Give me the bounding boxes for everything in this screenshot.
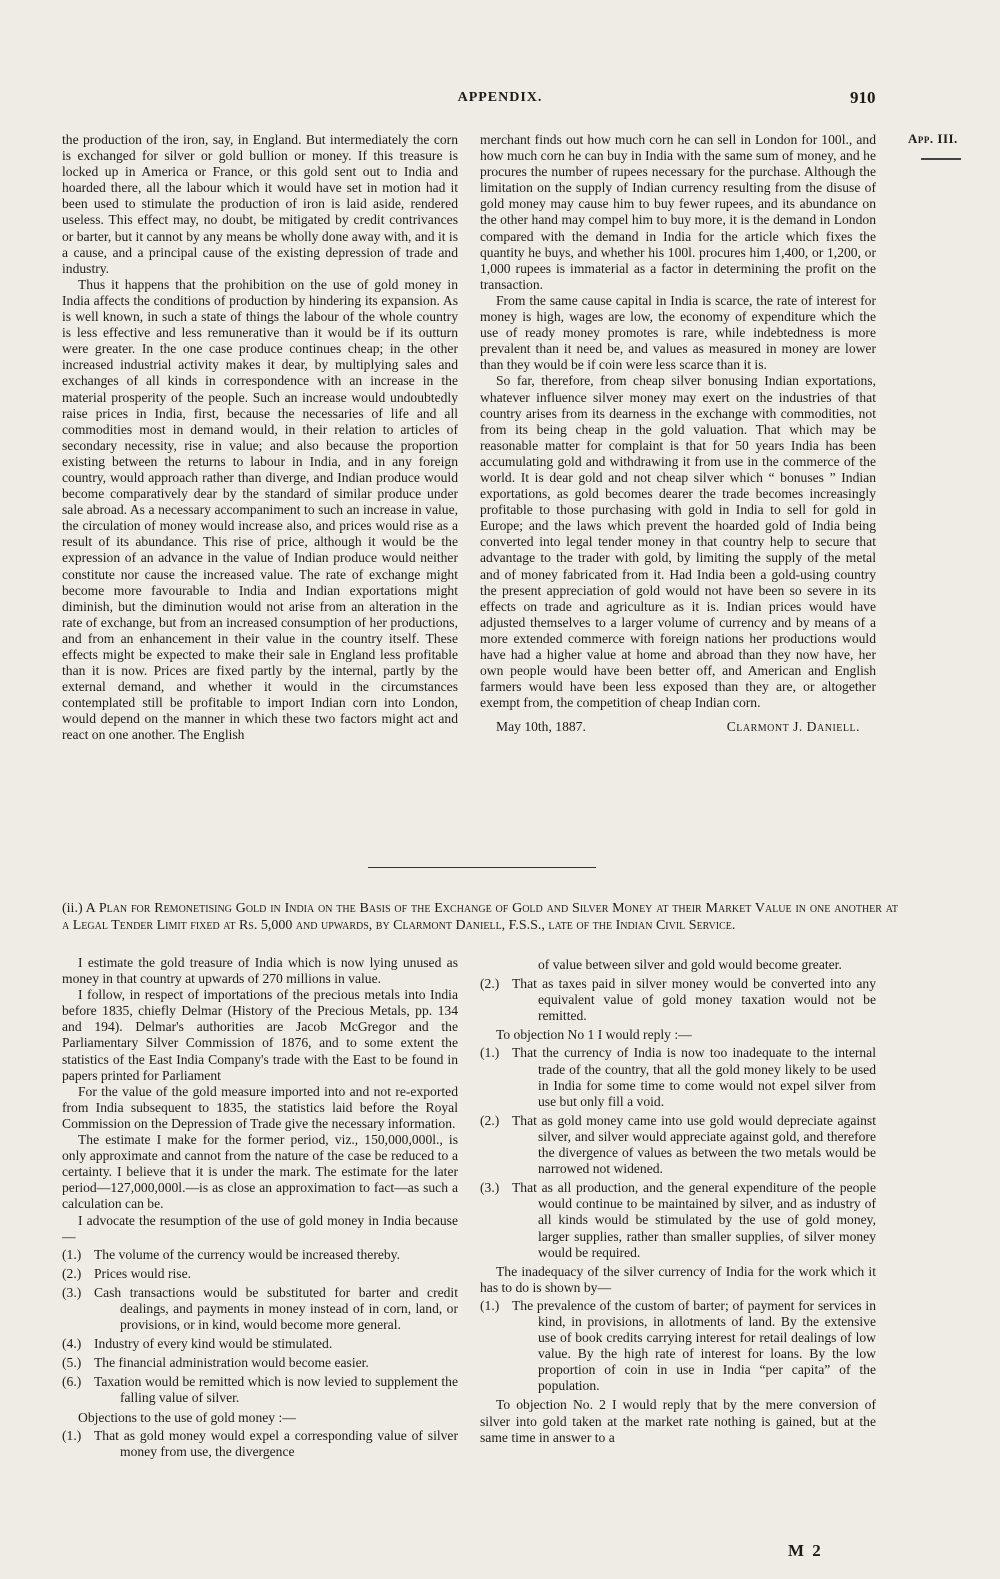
list-item: (6.) Taxation would be remitted which is now levied to supplement the falling value of silver. xyxy=(62,1374,458,1406)
list-item: (2.) That as taxes paid in silver money would be converted into any equivalent value of gold money taxation would not be remitted. xyxy=(480,976,876,1024)
paragraph: I follow, in respect of importations of the precious metals into India before 1835, chiefly Delmar (History of the Precious Metals, pp. 134 and 194). Delmar's authorities are Jacob McGregor and the Parliamentary Silver Commission of 1876, and to some extent the statistics of the East India Company's trade with the East to be found in papers printed for Parliament xyxy=(62,987,458,1083)
list-item: (3.) Cash transactions would be substituted for barter and credit dealings, and payments in money instead of in corn, land, or provisions, or in kind, would become more general. xyxy=(62,1284,458,1333)
section-divider xyxy=(368,867,596,868)
plan-heading-prefix: (ii.) A xyxy=(62,901,99,916)
list-item: (2.) Prices would rise. xyxy=(62,1265,192,1281)
list-item: (3.) That as all production, and the general expenditure of the people would continue to be maintained by silver, and as industry of all kinds would be stimulated by the use of gold money, larger supplies, rather than smaller supplies, of silver money would be required. xyxy=(480,1180,876,1260)
paragraph: From the same cause capital in India is scarce, the rate of interest for money is high, wages are low, the economy of expenditure which the use of ready money promotes is rare, while indebtedness is more prevalent than it need be, and values as measured in money are lower than they would be if coin were less scarce than it is. xyxy=(480,292,876,373)
signature-date: May 10th, 1887. xyxy=(496,719,586,735)
side-reference: App. III. xyxy=(908,131,958,146)
signature-mark: M 2 xyxy=(788,1541,823,1560)
list-item-continued: of value between silver and gold would become greater. xyxy=(538,957,842,972)
lower-right-column xyxy=(480,955,876,1446)
upper-left-column xyxy=(62,132,458,744)
upper-right-column xyxy=(480,132,876,735)
plan-heading xyxy=(62,900,898,934)
lower-left-column xyxy=(62,955,458,1463)
list-item: (1.) The volume of the currency would be increased thereby. xyxy=(62,1246,400,1262)
paragraph: I estimate the gold treasure of India which is now lying unused as money in that country at upwards of 270 millions in value. xyxy=(62,955,458,987)
side-reference-rule xyxy=(921,158,961,160)
list-item: (1.) That the currency of India is now too inadequate to the internal trade of the country, that all the gold money likely to be used in India for some time to come would not expel silver from use but only fill a void. xyxy=(480,1045,876,1109)
signature-line xyxy=(480,719,876,735)
list-item: (2.) That as gold money came into use gold would depreciate against silver, and silver would appreciate against gold, and therefore the divergence of values as between the two metals would be narrowed not widened. xyxy=(480,1112,876,1177)
list-item: (1.) That as gold money would expel a corresponding value of silver money from use, the divergence xyxy=(62,1427,458,1459)
signature-name: Clarmont J. Daniell. xyxy=(726,719,860,735)
paragraph: I advocate the resumption of the use of gold money in India because— xyxy=(62,1212,458,1244)
paragraph: To objection No. 2 I would reply that by the mere conversion of silver into gold taken at the market rate nothing is gained, but at the same time in answer to a xyxy=(480,1397,876,1445)
paragraph: Objections to the use of gold money :— xyxy=(78,1409,296,1425)
paragraph: For the value of the gold measure imported into and not re-exported from India subsequent to 1835, the statistics laid before the Royal Commission on the Depression of Trade give the necessary information. xyxy=(62,1083,458,1131)
running-head: APPENDIX. xyxy=(457,90,543,105)
page-number: 910 xyxy=(850,88,876,107)
paragraph: The inadequacy of the silver currency of India for the work which it has to do is shown by— xyxy=(480,1263,876,1295)
paragraph: To objection No 1 I would reply :— xyxy=(496,1027,692,1043)
paragraph: merchant finds out how much corn he can sell in London for 100l., and how much corn he can buy in India with the same sum of money, and he procures the number of rupees necessary for the purchase. Although the limitation on the supply of Indian currency resulting from the disuse of gold money may cause him to buy fewer rupees, and its abundance on the other hand may compel him to buy more, it is the demand in London compared with the demand in India for the article which fixes the quantity he buys, and whether his 100l. procures him 1,400, or 1,200, or 1,000 rupees is immaterial as a factor in determining the profit on the transaction. xyxy=(480,132,876,292)
list-item: (1.) The prevalence of the custom of barter; of payment for services in kind, in provisions, in allotments of land. By the extensive use of book credits carrying interest for retail dealings of low value. By the high rate of interest for loans. By the low proportion of coin in use in India “per capita” of the population. xyxy=(480,1297,876,1394)
plan-heading-title: Plan for Remonetising Gold in India on the Basis of the Exchange of Gold and Silver Money at their Market Value in one another at a Legal Tender Limit fixed at Rs. 5,000 and upwards, by Clarmont Daniell, F.S.S., late of the Indian Civil Service. xyxy=(62,901,899,933)
paragraph: The estimate I make for the former period, viz., 150,000,000l., is only approximate and cannot from the nature of the case be reduced to a certainty. I believe that it is under the mark. The estimate for the later period—127,000,000l.—is as close an approximation to fact—as such a calculation can be. xyxy=(62,1132,458,1212)
paragraph: So far, therefore, from cheap silver bonusing Indian exportations, whatever influence silver money may exert on the industries of that country arises from its dearness in the exchange with commodities, not from its being cheap in the gold valuation. That which may be reasonable matter for complaint is that for 50 years India has been accumulating gold and withdrawing it from use in the commerce of the world. It is dear gold and not cheap silver which “ bonuses ” Indian exportations, as gold becomes dearer the trade becomes increasingly profitable to those purchasing with gold in India to sell for gold in Europe; and the laws which prevent the hoarded gold of India being converted into legal tender money in that country help to secure that advantage to the trader with gold, by limiting the supply of the metal and of money fabricated from it. Had India been a gold-using country the present appreciation of gold would not have been so severe in its effects on trade and agriculture as it is. Indian prices would have adjusted themselves to a larger volume of currency and by means of a more extended commerce with foreign nations her productions would have had a higher value at home and abroad than they now have, her own people would have been better off, and American and English farmers would have been less exposed than they are, or altogether exempt from, the competition of cheap Indian corn. xyxy=(480,373,876,711)
list-item: (4.) Industry of every kind would be stimulated. xyxy=(62,1336,333,1352)
paragraph: the production of the iron, say, in England. But intermediately the corn is exchanged for silver or gold bullion or money. If this treasure is locked up in America or France, or this gold sent out to India and hoarded there, all the labour which it would have set in motion had it been used to stimulate the production of iron is laid aside, rendered useless. This effect may, no doubt, be mitigated by credit contrivances or barter, but it cannot by any means be wholly done away with, and it is a cause, and a principal cause of the existing depression of trade and industry. xyxy=(62,132,458,276)
paragraph: Thus it happens that the prohibition on the use of gold money in India affects the conditions of production by hindering its expansion. As is well known, in such a state of things the labour of the whole country is less effective and less remunerative than it would be if its outturn were greater. In the one case produce continues cheap; in the other increased industrial activity makes it dear, by multiplying sales and exchanges of all kinds in correspondence with an increase in the material prosperity of the people. Such an increase would undoubtedly raise prices in India, first, because the necessaries of life and all commodities most in demand would, in their relation to articles of secondary necessity, rise in value; and also because the proportion existing between the returns to labour in India, and in any foreign country, would approach rather than diverge, and Indian produce would become comparatively dear by the standard of similar produce under sale abroad. As a necessary accompaniment to such an increase in value, the circulation of money would increase also, and prices would rise as a result of its abundance. This rise of price, although it would be the expression of an advance in the value of Indian produce would neither constitute nor cause the increased value. The rate of exchange might become more favourable to India and Indian exportations might diminish, but the diminution would not arise from an alteration in the rate of exchange, but from an increased consumption of her productions, and from an enhancement in their value in the country itself. These effects might be expected to make their sale in England less profitable than it is now. Prices are fixed partly by the internal, partly by the external demand, and whether it would in the circumstances contemplated still be profitable to import Indian corn into London, would depend on the manner in which these two factors might act and react on one another. The English xyxy=(62,276,458,743)
list-item: (5.) The financial administration would become easier. xyxy=(62,1355,369,1371)
